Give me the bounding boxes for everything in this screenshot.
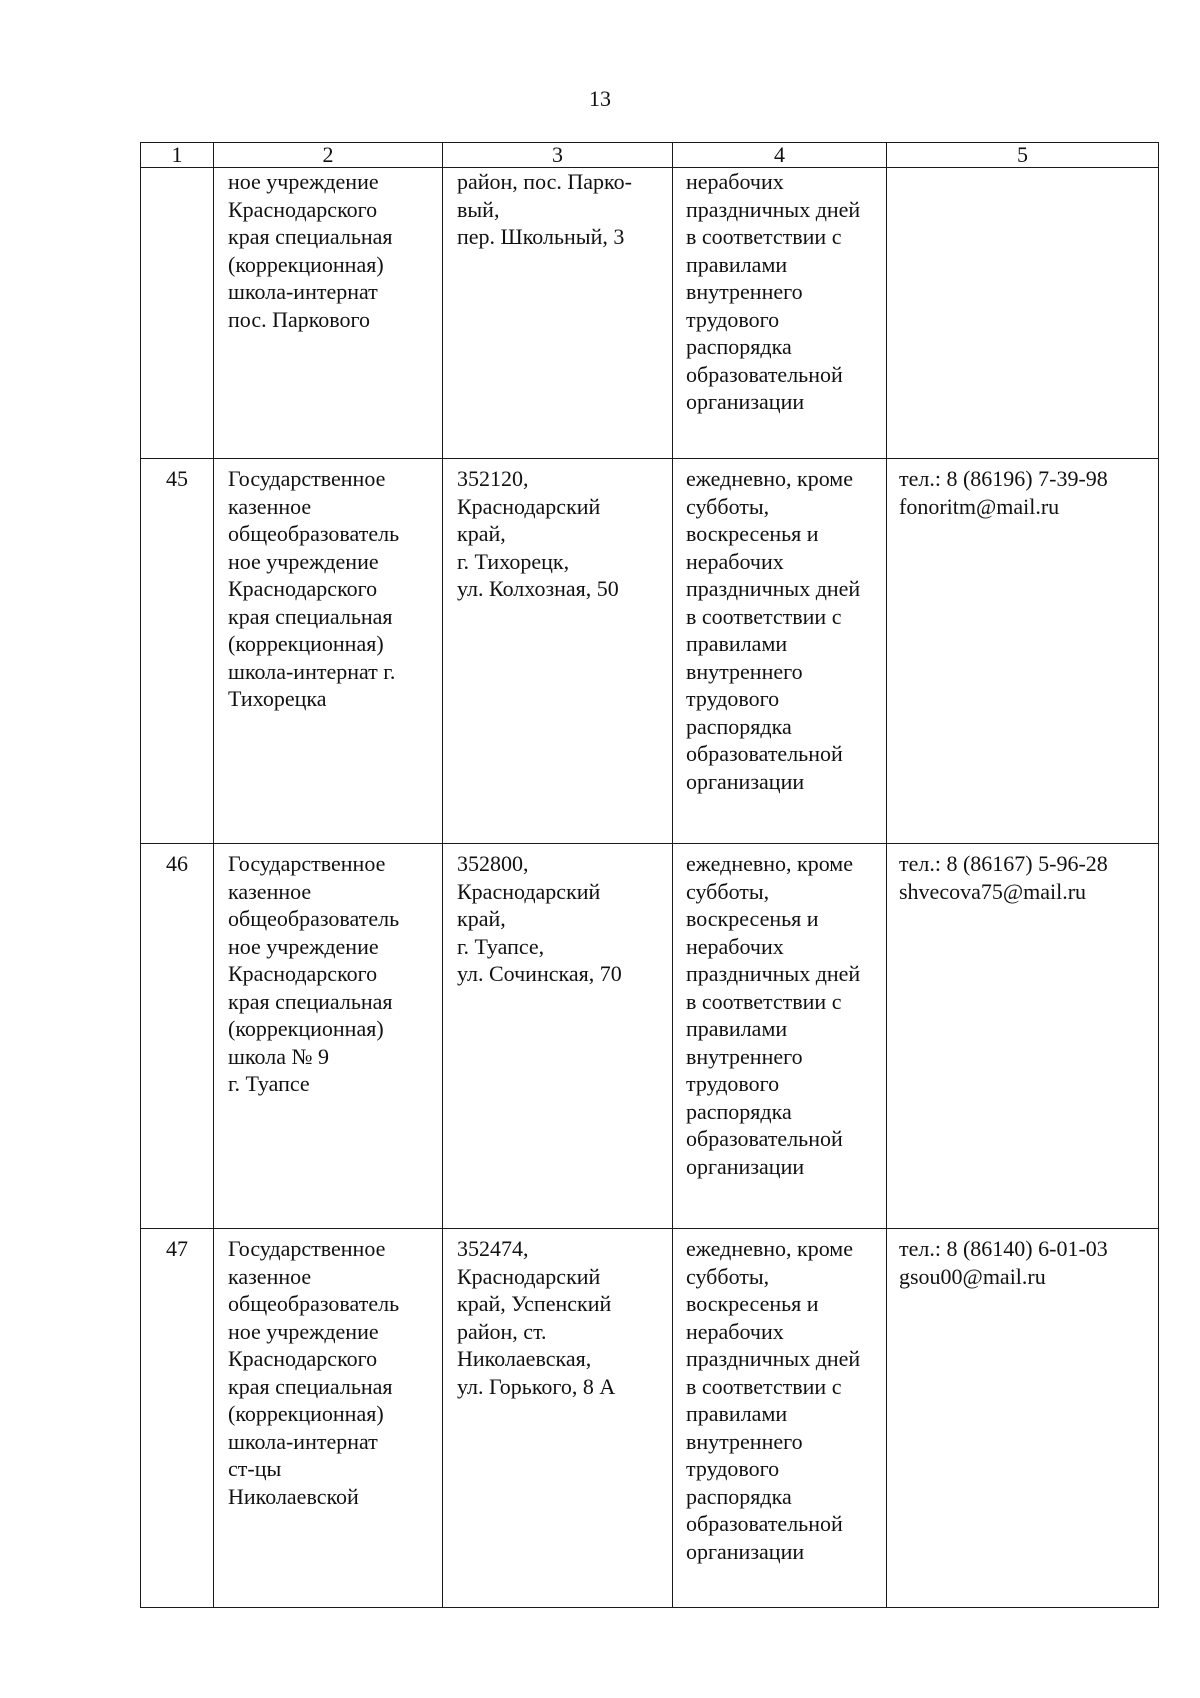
institution-name: ное учреждение Краснодарского края специальная (коррекционная) школа-интернат пос. Паркового bbox=[214, 168, 443, 459]
table-header-row bbox=[141, 143, 1159, 168]
column-header-2: 2 bbox=[214, 143, 443, 168]
institution-address: 352474, Краснодарский край, Успенский район, ст. Николаевская, ул. Горького, 8 А bbox=[443, 1229, 673, 1608]
column-header-4: 4 bbox=[673, 143, 887, 168]
contact-info bbox=[887, 168, 1159, 459]
page-number: 13 bbox=[589, 86, 611, 111]
working-schedule: ежедневно, кроме субботы, воскресенья и нерабочих праздничных дней в соответствии с правилами внутреннего трудового распорядка образовательной организации bbox=[673, 1229, 887, 1608]
contact-info: тел.: 8 (86167) 5-96-28 shvecova75@mail.ru bbox=[887, 844, 1159, 1229]
institution-address: 352120, Краснодарский край, г. Тихорецк, ул. Колхозная, 50 bbox=[443, 459, 673, 844]
working-schedule: ежедневно, кроме субботы, воскресенья и нерабочих праздничных дней в соответствии с правилами внутреннего трудового распорядка образовательной организации bbox=[673, 459, 887, 844]
institution-name: Государственное казенное общеобразователь ное учреждение Краснодарского края специальная (коррекционная) школа № 9 г. Туапсе bbox=[214, 844, 443, 1229]
row-number: 47 bbox=[141, 1229, 214, 1608]
institution-name: Государственное казенное общеобразователь ное учреждение Краснодарского края специальная (коррекционная) школа-интернат г. Тихорецка bbox=[214, 459, 443, 844]
column-header-1: 1 bbox=[141, 143, 214, 168]
institutions-table bbox=[140, 142, 1159, 1608]
institution-name: Государственное казенное общеобразователь ное учреждение Краснодарского края специальная (коррекционная) школа-интернат ст-цы Николаевской bbox=[214, 1229, 443, 1608]
row-number: 45 bbox=[141, 459, 214, 844]
column-header-3: 3 bbox=[443, 143, 673, 168]
working-schedule: нерабочих праздничных дней в соответствии с правилами внутреннего трудового распорядка образовательной организации bbox=[673, 168, 887, 459]
contact-info: тел.: 8 (86140) 6-01-03 gsou00@mail.ru bbox=[887, 1229, 1159, 1608]
table-row bbox=[141, 168, 1159, 459]
working-schedule: ежедневно, кроме субботы, воскресенья и нерабочих праздничных дней в соответствии с правилами внутреннего трудового распорядка образовательной организации bbox=[673, 844, 887, 1229]
row-number bbox=[141, 168, 214, 459]
table-row bbox=[141, 1229, 1159, 1608]
institution-address: 352800, Краснодарский край, г. Туапсе, ул. Сочинская, 70 bbox=[443, 844, 673, 1229]
institution-address: район, пос. Парко- вый, пер. Школьный, 3 bbox=[443, 168, 673, 459]
contact-info: тел.: 8 (86196) 7-39-98 fonoritm@mail.ru bbox=[887, 459, 1159, 844]
table-row bbox=[141, 459, 1159, 844]
table-row bbox=[141, 844, 1159, 1229]
column-header-5: 5 bbox=[887, 143, 1159, 168]
row-number: 46 bbox=[141, 844, 214, 1229]
